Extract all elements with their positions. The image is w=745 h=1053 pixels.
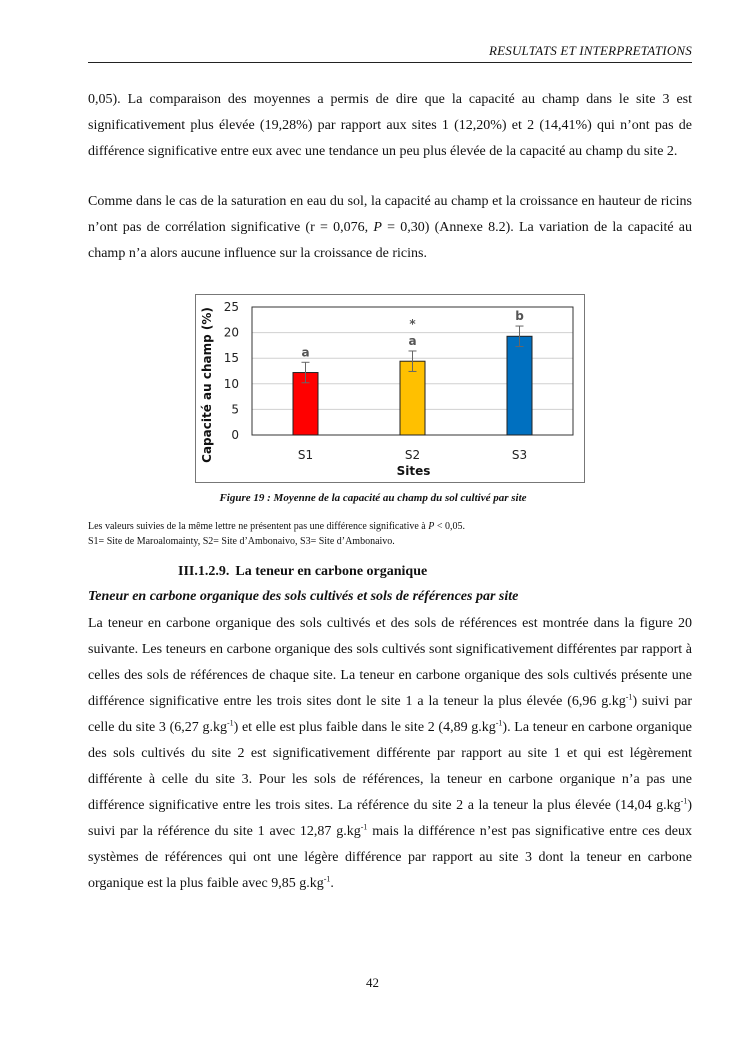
x-tick-label: S2 (404, 448, 421, 462)
unit-exponent: -1 (495, 718, 503, 728)
x-axis-title: Sites (396, 464, 431, 478)
significance-note-part2: < 0,05. (434, 521, 465, 532)
significance-note-part1: Les valeurs suivies de la même lettre ne présentent pas une différence significative à (88, 521, 429, 532)
paragraph-capacity-comparison: 0,05). La comparaison des moyennes a permis de dire que la capacité au champ dans le site 3 est significativement plus élevée (19,28%) par rapport aux sites 1 (12,20%) et 2 (14,41%) qui n’ont pas de différence significative entre eux avec une tendance un peu plus élevée de la capacité au champ du site 2. (88, 92, 692, 159)
unit-exponent: -1 (226, 718, 234, 728)
running-header: RESULTATS ET INTERPRETATIONS (88, 43, 692, 63)
p-symbol: P (373, 220, 382, 235)
bar-s2 (400, 361, 425, 435)
carbon-text-1: La teneur en carbone organique des sols cultivés et des sols de références est montrée dans la figure 20 suivante. Les teneurs en carbone organique des sols cultivés sont significativement différentes par rapport à celles des sols de références de chaque site. La teneur en carbone organique des sols cultivés présente une différence significative entre les trois sites dont le site 1 a la teneur la plus élevée (6,96 g.kg (88, 616, 692, 709)
section-heading (178, 564, 427, 580)
figure-19-chart (195, 294, 585, 483)
y-tick-label: 0 (231, 428, 239, 442)
section-title: La teneur en carbone organique (235, 564, 428, 579)
bar-s3 (507, 336, 532, 435)
figure-caption: Figure 19 : Moyenne de la capacité au champ du sol cultivé par site (219, 492, 527, 504)
section-number: III.1.2.9. (178, 564, 230, 579)
paragraph-correlation (88, 189, 692, 267)
unit-exponent: -1 (323, 874, 331, 884)
significance-letter: b (515, 309, 524, 324)
y-tick-label: 5 (231, 402, 239, 417)
paragraph-carbon (88, 611, 692, 897)
paragraph-correlation-part1: Comme dans le cas de la saturation en eau du sol, la capacité au champ et la croissance en hauteur de ricins n’ont pas de corrélation significative (r = 0,076, (88, 194, 692, 235)
significance-letter: a (301, 345, 310, 360)
site-legend-note: S1= Site de Maroalomainty, S2= Site d’Ambonaivo, S3= Site d’Ambonaivo. (88, 536, 395, 547)
unit-exponent: -1 (625, 692, 633, 702)
y-axis-title: Capacité au champ (%) (200, 307, 214, 463)
carbon-text-2: ) suivi par celle du site 3 (6,27 g.kg (88, 694, 693, 735)
bar-chart-svg (196, 295, 586, 484)
carbon-text-7: . (330, 876, 334, 891)
paragraph-correlation-part2: = 0,30) (Annexe 8.2). La variation de la capacité au champ n’a alors aucune influence sur la croissance de ricins. (88, 220, 693, 261)
carbon-text-5: ) suivi par la référence du site 1 avec 12,87 g.kg (88, 798, 692, 839)
carbon-text-6: mais la différence n’est pas significative entre ces deux systèmes de références qui ont une légère différence par rapport au site 3 dont la teneur en carbone organique est la plus faible avec 9,85 g.kg (88, 824, 692, 891)
carbon-text-4: ). La teneur en carbone organique des sols cultivés du site 2 est significativement différente par rapport au site 1 et qui est légèrement différente à celle du site 3. Pour les sols de références, la teneur en carbone organique n’a pas une différence significative entre les trois sites. La référence du site 2 a la teneur la plus élevée (14,04 g.kg (88, 720, 692, 813)
y-tick-label: 25 (223, 300, 239, 314)
unit-exponent: -1 (360, 822, 368, 832)
significance-marker: * (409, 316, 416, 331)
x-tick-label: S3 (511, 448, 528, 462)
significance-letter: a (408, 333, 417, 348)
unit-exponent: -1 (680, 796, 688, 806)
subheading: Teneur en carbone organique des sols cultivés et sols de références par site (88, 589, 519, 604)
note-p-symbol: P (428, 521, 435, 532)
significance-note (88, 520, 692, 534)
carbon-text-3: ) et elle est plus faible dans le site 2 (4,89 g.kg (233, 720, 496, 735)
y-tick-label: 20 (223, 325, 239, 340)
x-tick-label: S1 (297, 448, 314, 462)
y-tick-label: 10 (223, 376, 239, 391)
page-number: 42 (366, 975, 379, 990)
y-tick-label: 15 (223, 351, 239, 366)
